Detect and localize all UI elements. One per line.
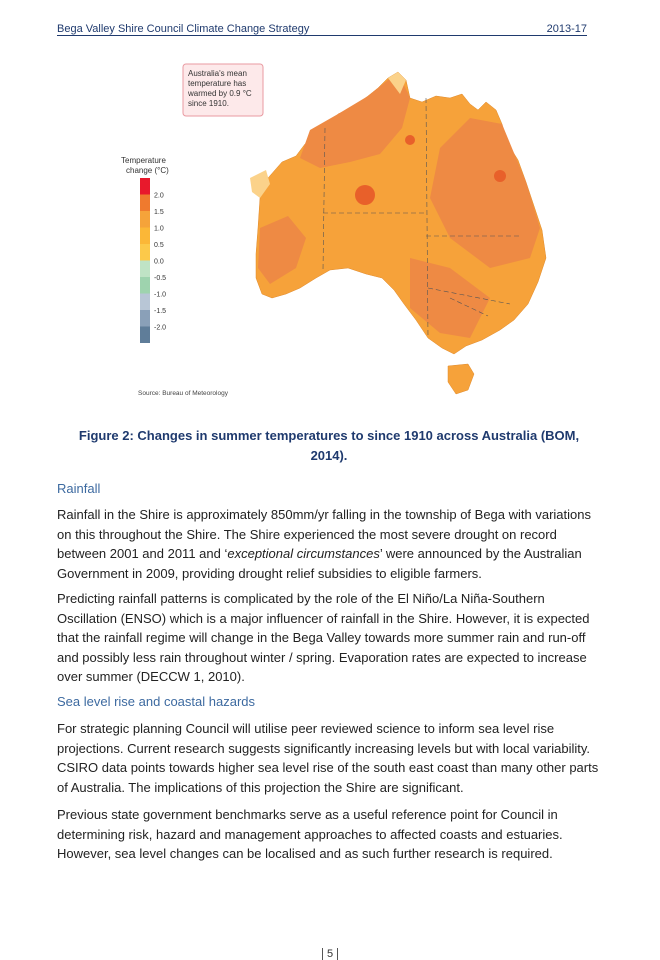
legend-swatch bbox=[140, 228, 150, 245]
rainfall-text-a: Rainfall in the Shire is approximately 850mm/yr falling in the township of Bega with variations on this throughout the Shire. The Shire experienced the most severe drought on record between 2001 and 2011 and ‘ bbox=[57, 507, 591, 561]
legend-swatch bbox=[140, 277, 150, 294]
legend-label: 0.5 bbox=[154, 242, 164, 249]
page-number bbox=[318, 948, 342, 960]
source-text: Source: Bureau of Meteorology bbox=[138, 390, 228, 397]
legend-label: 0.0 bbox=[154, 258, 164, 266]
legend-title-1: Temperature bbox=[121, 156, 166, 165]
page-number-value: 5 bbox=[327, 948, 334, 960]
callout-line-2: temperature has bbox=[188, 79, 247, 88]
legend-title-2: change (°C) bbox=[126, 166, 169, 175]
tasmania bbox=[448, 364, 474, 394]
sea-level-paragraph-1: For strategic planning Council will utilise peer reviewed science to inform sea level rise projections. Current research suggests significantly increasing levels but with local variability. CSIRO data points towards higher sea level rise of the south east coast than many other parts of Australia. The implications of this projection the Shire are significant. bbox=[57, 721, 599, 795]
legend-label: -0.5 bbox=[154, 275, 167, 282]
rainfall-paragraph-2: Predicting rainfall patterns is complicated by the role of the El Niño/La Niña-Southern Oscillation (ENSO) which is a major influencer of rainfall in the Shire. However, it is expected that the rainfall regime will change in the Bega Valley towards more summer rain and run-off and possibly less rain throughout winter / spring. Evaporation rates are expected to increase over summer (DECCW 1, 2010). bbox=[57, 591, 590, 684]
caption-line-1: Figure 2: Changes in summer temperatures to since 1910 across Australia (BOM, bbox=[78, 428, 580, 443]
australia-temperature-map bbox=[110, 58, 600, 403]
temperature-map-figure bbox=[110, 58, 600, 403]
legend-swatch bbox=[140, 211, 150, 228]
callout-line-3: warmed by 0.9 °C bbox=[188, 89, 252, 98]
page-number-bar-left bbox=[322, 948, 323, 960]
rainfall-heading: Rainfall bbox=[57, 481, 101, 496]
hotspot-centre bbox=[355, 185, 375, 205]
callout-line-1: Australia's mean bbox=[188, 69, 247, 78]
figure-caption bbox=[60, 426, 598, 466]
legend-label: 1.5 bbox=[154, 209, 164, 216]
caption-line-2: 2014). bbox=[310, 448, 348, 463]
legend-label: 2.0 bbox=[154, 192, 164, 200]
document-years: 2013-17 bbox=[546, 23, 587, 35]
hotspot-east bbox=[494, 170, 506, 182]
page-number-bar-right bbox=[337, 948, 338, 960]
legend-swatch bbox=[140, 178, 150, 195]
legend-swatches bbox=[140, 178, 150, 343]
legend-swatch bbox=[140, 261, 150, 278]
legend-label: -1.0 bbox=[154, 291, 167, 299]
legend-swatch bbox=[140, 195, 150, 212]
rainfall-text-b: ’ were announced by the Australian Government in 2009, providing drought relief subsidies to eligible farmers. bbox=[57, 546, 582, 581]
legend-labels bbox=[154, 193, 166, 332]
legend-swatch bbox=[140, 294, 150, 311]
document-title: Bega Valley Shire Council Climate Change Strategy bbox=[57, 23, 310, 35]
legend-label: -1.5 bbox=[154, 308, 167, 315]
sea-level-heading: Sea level rise and coastal hazards bbox=[57, 694, 256, 709]
sea-level-paragraph-2: Previous state government benchmarks serve as a useful reference point for Council in determining risk, hazard and management approaches to affected coasts and estuaries. However, sea level changes can be localised and as such further research is required. bbox=[57, 807, 563, 861]
legend-swatch bbox=[140, 327, 150, 344]
legend-label: -2.0 bbox=[154, 324, 167, 332]
rainfall-emphasis: exceptional circumstances bbox=[227, 546, 380, 561]
rainfall-paragraph-1 bbox=[57, 505, 605, 583]
legend-swatch bbox=[140, 310, 150, 327]
page-header bbox=[57, 23, 587, 36]
hotspot-northeast bbox=[405, 135, 415, 145]
legend-swatch bbox=[140, 244, 150, 261]
callout-line-4: since 1910. bbox=[188, 99, 229, 108]
legend-label: 1.0 bbox=[154, 225, 164, 233]
